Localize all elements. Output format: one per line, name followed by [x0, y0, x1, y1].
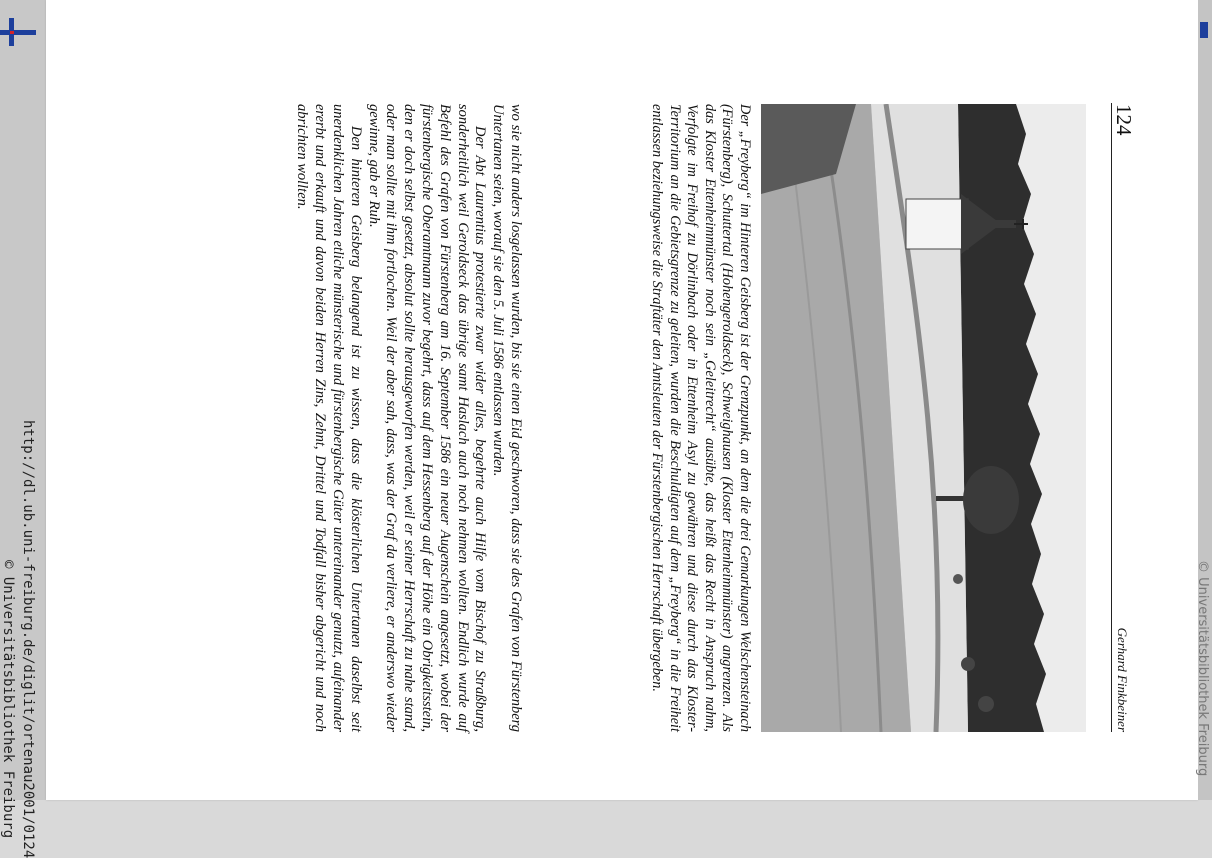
scanned-page — [46, 0, 1198, 800]
copyright-notice: © Universitätsbibliothek Freiburg — [0, 560, 16, 839]
body-text — [293, 104, 524, 732]
paragraph: wo sie nicht anders losgelassen wurden, bis sie einen Eid geschworen, dass sie des Grafen von Fürstenberg Untertanen seien, worauf sie den 5. Juli 1586 entlassen wurden. — [490, 104, 524, 732]
running-header-author: Gerhard Finkbeiner — [1115, 627, 1130, 732]
logo-mark-right-icon — [1200, 22, 1208, 38]
logo-mark-icon — [0, 18, 36, 46]
header-rule — [1111, 103, 1112, 732]
page-number: 124 — [1112, 104, 1136, 136]
photo-chapel-tree-icon — [761, 104, 1086, 732]
paragraph: Der Abt Laurentius protestierte zwar wider alles, begehrte auch Hilfe vom Bischof zu Straßburg, sonderheitlich weil Geroldseck das übrige samt Haslach auch noch nehmen wollten. Endlich wurde auf Befehl des Grafen von Fürstenberg am 16. September 1586 ein neuer Augenschein angesetzt, wobei der fürstenbergische Oberamtmann zuvor begehrt, dass auf dem Hessenberg auf der Höhe ein Obrigkeitsstein, den er doch selbst gesetzt, absolut sollte herausgeworfen werden, weil er seiner Herrschaft zu nahe stand, oder man sollte mit ihm fortlochen. Weil der aber sah, dass, was der Graf da verliere, er anderswo wieder gewinne, gab er Ruh. — [365, 104, 489, 732]
landscape-photo — [761, 104, 1086, 732]
permalink-url[interactable]: http://dl.ub.uni-freiburg.de/diglit/ortenau2001/0124 — [20, 420, 36, 858]
photo-caption: Der „Freyberg“ im Hinteren Geisberg ist der Grenzpunkt, an dem die drei Gemarkungen Welschensteinach (Fürstenberg), Schuttertal (Hohengeroldseck), Schweighausen (Kloster Ettenheimmünster) angrenzen. Als das Kloster Ettenheimmünster noch sein „Geleitrecht“ ausübte, das heißt das Recht in Anspruch nahm, Verfolgte im Freihof zu Dörlinbach oder in Ettenheim Asyl zu gewähren und diese durch das Kloster-Territorium an die Gebietsgrenze zu geleiten, wurden die Beschuldigten auf dem „Freyberg“ in die Freiheit entlassen beziehungsweise die Straftäter den Amtsleuten der Fürstenbergischen Herrschaft übergeben. — [649, 104, 753, 732]
copyright-notice-right: © Universitätsbibliothek Freiburg — [1195, 560, 1210, 777]
page-content-rotated — [46, 0, 1198, 800]
paragraph: Den hinteren Geisberg belangend ist zu wissen, dass die klösterlichen Untertanen daselbst seit unerdenklichen Jahren etliche münsterische und fürstenbergische Güter untereinander genutzt, aufeinander ererbt und erkauft und davon beiden Herren Zins, Zehnt, Drittel und Todfall bisher abgericht und noch abrichten wollten. — [294, 104, 364, 732]
